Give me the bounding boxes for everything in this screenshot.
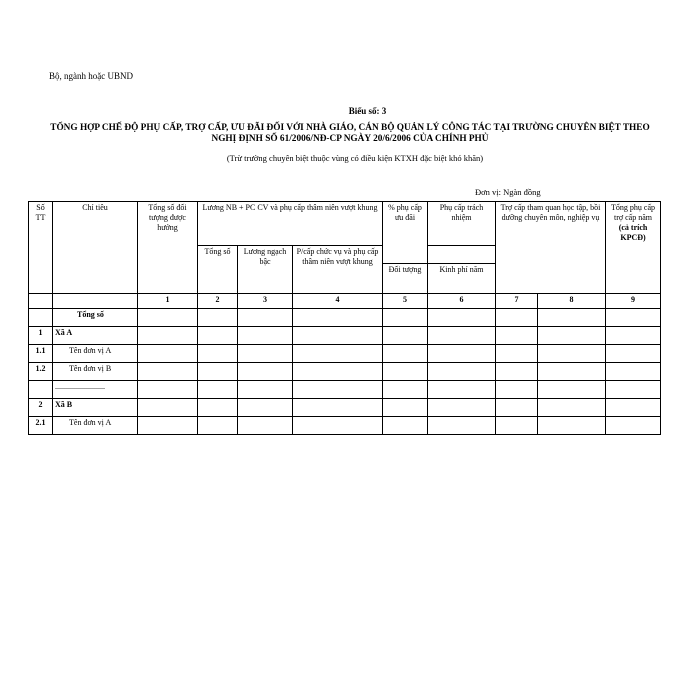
row-cell bbox=[496, 399, 538, 417]
row-cell bbox=[538, 417, 606, 435]
row-label: Tổng số bbox=[53, 309, 138, 327]
row-label: Tên đơn vị A bbox=[53, 417, 138, 435]
col-num-3: 2 bbox=[198, 294, 238, 309]
header-pct-phu-cap: % phụ cấp ưu đãi bbox=[383, 202, 428, 264]
row-cell bbox=[383, 417, 428, 435]
form-number: Biểu số: 3 bbox=[348, 106, 387, 116]
row-cell bbox=[293, 399, 383, 417]
row-cell bbox=[198, 363, 238, 381]
row-cell bbox=[538, 381, 606, 399]
table-row bbox=[29, 309, 661, 327]
row-cell bbox=[496, 309, 538, 327]
row-cell bbox=[238, 327, 293, 345]
row-cell bbox=[538, 309, 606, 327]
row-cell bbox=[383, 399, 428, 417]
row-cell bbox=[606, 309, 661, 327]
row-cell bbox=[293, 417, 383, 435]
header-tong-tro-cap bbox=[606, 202, 661, 294]
row-label: ......................... bbox=[53, 381, 138, 399]
col-num-0 bbox=[29, 294, 53, 309]
row-cell bbox=[238, 345, 293, 363]
col-num-5: 4 bbox=[293, 294, 383, 309]
row-label: Xã A bbox=[53, 327, 138, 345]
row-cell bbox=[198, 327, 238, 345]
row-cell bbox=[138, 327, 198, 345]
row-cell bbox=[496, 417, 538, 435]
header-luong-ngach: Lương ngạch bậc bbox=[238, 246, 293, 294]
row-cell bbox=[293, 327, 383, 345]
row-cell bbox=[198, 345, 238, 363]
row-cell bbox=[138, 381, 198, 399]
row-cell bbox=[428, 417, 496, 435]
row-cell bbox=[496, 327, 538, 345]
row-cell bbox=[138, 363, 198, 381]
row-cell bbox=[496, 363, 538, 381]
row-cell bbox=[198, 417, 238, 435]
row-cell bbox=[428, 327, 496, 345]
document-title bbox=[20, 123, 680, 145]
agency-label: Bộ, ngành hoặc UBND bbox=[49, 71, 133, 81]
header-ca-trich: (cả trích KPCĐ) bbox=[618, 223, 648, 242]
col-num-7: 6 bbox=[428, 294, 496, 309]
row-cell bbox=[138, 399, 198, 417]
row-cell bbox=[496, 345, 538, 363]
row-label: Tên đơn vị B bbox=[53, 363, 138, 381]
header-tro-cap-tq: Trợ cấp tham quan học tập, bồi dưỡng chuyên môn, nghiệp vụ bbox=[496, 202, 606, 294]
row-stt: 2 bbox=[29, 399, 53, 417]
row-cell bbox=[428, 399, 496, 417]
row-stt: 1.2 bbox=[29, 363, 53, 381]
row-cell bbox=[538, 399, 606, 417]
row-cell bbox=[606, 381, 661, 399]
row-cell bbox=[238, 381, 293, 399]
column-number-row bbox=[29, 294, 661, 309]
header-tong-tro-cap-label: Tổng phụ cấp trợ cấp năm bbox=[611, 203, 656, 222]
title-line-2: NGHỊ ĐỊNH SỐ 61/2006/NĐ-CP NGÀY 20/6/2006 CỦA CHÍNH PHỦ bbox=[211, 134, 489, 144]
table-row bbox=[29, 363, 661, 381]
header-chi-tieu: Chỉ tiêu bbox=[53, 202, 138, 294]
header-pc-chuc-vu: P/cấp chức vụ và phụ cấp thâm niên vượt khung bbox=[293, 246, 383, 294]
row-cell bbox=[138, 345, 198, 363]
col-num-2: 1 bbox=[138, 294, 198, 309]
table-row bbox=[29, 399, 661, 417]
row-cell bbox=[383, 309, 428, 327]
header-doi-tuong: Đối tượng bbox=[383, 264, 428, 294]
row-stt bbox=[29, 381, 53, 399]
header-tong-doi-tuong: Tổng số đối tượng được hưởng bbox=[138, 202, 198, 294]
table-row bbox=[29, 327, 661, 345]
row-cell bbox=[293, 345, 383, 363]
document-subtitle: (Trừ trường chuyên biệt thuộc vùng có điều kiện KTXH đặc biệt khó khăn) bbox=[226, 153, 484, 163]
row-cell bbox=[428, 309, 496, 327]
row-cell bbox=[238, 309, 293, 327]
title-line-1: TỔNG HỢP CHẾ ĐỘ PHỤ CẤP, TRỢ CẤP, ƯU ĐÃI ĐỐI VỚI NHÀ GIÁO, CÁN BỘ QUẢN LÝ CÔNG TÁC TẠI TRƯỜNG CHUYÊN BIỆT THEO bbox=[50, 123, 650, 133]
col-num-1 bbox=[53, 294, 138, 309]
row-cell bbox=[538, 345, 606, 363]
header-spacer bbox=[428, 246, 496, 264]
row-cell bbox=[293, 309, 383, 327]
row-cell bbox=[538, 363, 606, 381]
table-row bbox=[29, 417, 661, 435]
header-stt: Số TT bbox=[29, 202, 53, 294]
row-cell bbox=[383, 345, 428, 363]
row-label: Xã B bbox=[53, 399, 138, 417]
row-cell bbox=[238, 417, 293, 435]
row-cell bbox=[606, 399, 661, 417]
row-cell bbox=[496, 381, 538, 399]
row-label: Tên đơn vị A bbox=[53, 345, 138, 363]
col-num-4: 3 bbox=[238, 294, 293, 309]
row-cell bbox=[383, 381, 428, 399]
row-cell bbox=[606, 363, 661, 381]
row-cell bbox=[198, 309, 238, 327]
row-stt: 2.1 bbox=[29, 417, 53, 435]
row-cell bbox=[383, 363, 428, 381]
row-cell bbox=[238, 363, 293, 381]
row-cell bbox=[606, 327, 661, 345]
row-cell bbox=[238, 399, 293, 417]
table-row bbox=[29, 381, 661, 399]
header-kinh-phi: Kinh phí năm bbox=[428, 264, 496, 294]
header-luong-group: Lương NB + PC CV và phụ cấp thâm niên vượt khung bbox=[198, 202, 383, 246]
col-num-10: 9 bbox=[606, 294, 661, 309]
row-cell bbox=[606, 417, 661, 435]
col-num-8: 7 bbox=[496, 294, 538, 309]
row-cell bbox=[198, 381, 238, 399]
row-cell bbox=[198, 399, 238, 417]
row-cell bbox=[138, 417, 198, 435]
row-cell bbox=[138, 309, 198, 327]
row-cell bbox=[293, 381, 383, 399]
unit-label: Đơn vị: Ngàn đồng bbox=[475, 187, 541, 197]
row-cell bbox=[383, 327, 428, 345]
row-stt: 1 bbox=[29, 327, 53, 345]
header-phu-cap-tn: Phụ cấp trách nhiệm bbox=[428, 202, 496, 246]
header-tong-so: Tổng số bbox=[198, 246, 238, 294]
col-num-6: 5 bbox=[383, 294, 428, 309]
row-cell bbox=[606, 345, 661, 363]
row-stt: 1.1 bbox=[29, 345, 53, 363]
row-cell bbox=[538, 327, 606, 345]
row-cell bbox=[428, 345, 496, 363]
row-cell bbox=[428, 381, 496, 399]
col-num-9: 8 bbox=[538, 294, 606, 309]
row-cell bbox=[428, 363, 496, 381]
row-cell bbox=[293, 363, 383, 381]
table-row bbox=[29, 345, 661, 363]
row-stt bbox=[29, 309, 53, 327]
summary-table bbox=[28, 201, 661, 435]
